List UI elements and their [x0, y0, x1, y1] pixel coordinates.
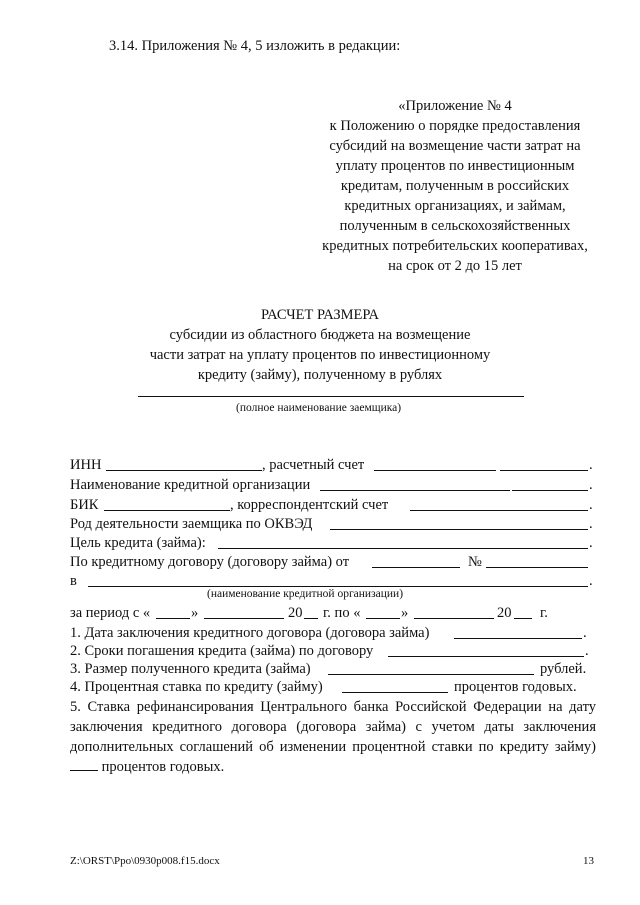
period-from-label: за период с « [70, 605, 151, 621]
item-credit-amount-field[interactable] [328, 674, 534, 675]
item-interest-rate-label: 4. Процентная ставка по кредиту (займу) [70, 679, 323, 695]
punctuation: . [589, 477, 593, 493]
appendix-note [300, 96, 610, 276]
borrower-caption: (полное наименование заемщика) [236, 402, 402, 414]
account-field[interactable] [374, 470, 496, 471]
item-repayment-field[interactable] [388, 656, 584, 657]
contract-date-field[interactable] [372, 567, 460, 568]
okved-label: Род деятельности заемщика по ОКВЭД [70, 516, 313, 532]
period-from-day-field[interactable] [156, 618, 190, 619]
account-label: , расчетный счет [262, 457, 365, 473]
item-contract-date-field[interactable] [454, 638, 582, 639]
quote-close: » [191, 605, 199, 621]
inn-field[interactable] [106, 470, 262, 471]
appendix-line: на срок от 2 до 15 лет [388, 258, 522, 274]
purpose-label: Цель кредита (займа): [70, 535, 206, 551]
appendix-line: кредитных организациях, и займам, [344, 198, 566, 214]
appendix-line: субсидий на возмещение части затрат на [329, 138, 581, 154]
appendix-line: уплату процентов по инвестиционным [335, 158, 575, 174]
item-refinancing-field[interactable] [70, 758, 98, 771]
period-from-year-field[interactable] [304, 618, 318, 619]
org-name-field[interactable] [320, 490, 510, 491]
quote-close: » [401, 605, 409, 621]
punctuation: . [583, 625, 587, 641]
org-name-field-extra[interactable] [512, 490, 588, 491]
punctuation: . [589, 573, 593, 589]
period-to-month-field[interactable] [414, 618, 494, 619]
purpose-field[interactable] [218, 548, 588, 549]
appendix-line: кредитам, полученным в российских [340, 178, 570, 194]
bik-label: БИК [70, 497, 99, 513]
title-line: кредиту (займу), полученному в рублях [197, 367, 443, 383]
page-number: 13 [583, 855, 594, 867]
year-prefix: 20 [288, 605, 303, 621]
corr-account-label: , корреспондентский счет [230, 497, 389, 513]
section-heading: 3.14. Приложения № 4, 5 изложить в редакции: [109, 38, 401, 54]
punctuation: . [585, 643, 589, 659]
title-line: части затрат на уплату процентов по инвестиционному [149, 347, 491, 363]
bank-caption: (наименование кредитной организации) [207, 588, 404, 600]
item-repayment-label: 2. Сроки погашения кредита (займа) по договору [70, 643, 374, 659]
contract-number-field[interactable] [486, 567, 588, 568]
appendix-line: кредитных потребительских кооперативах, [322, 238, 588, 254]
appendix-line: полученным в сельскохозяйственных [339, 218, 571, 234]
title-heading: РАСЧЕТ РАЗМЕРА [260, 307, 380, 323]
period-to-label: г. по « [323, 605, 361, 621]
item-interest-rate-unit: процентов годовых. [454, 679, 577, 695]
bik-field[interactable] [104, 510, 230, 511]
item-refinancing-paragraph [70, 697, 596, 777]
okved-field[interactable] [330, 529, 588, 530]
punctuation: . [589, 497, 593, 513]
period-to-year-field[interactable] [514, 618, 532, 619]
punctuation: . [589, 457, 593, 473]
account-field-extra[interactable] [500, 470, 588, 471]
punctuation: . [589, 535, 593, 551]
corr-account-field[interactable] [410, 510, 588, 511]
item-credit-amount-label: 3. Размер полученного кредита (займа) [70, 661, 311, 677]
appendix-line: к Положению о порядке предоставления [329, 118, 581, 134]
org-name-label: Наименование кредитной организации [70, 477, 311, 493]
bank-name-field[interactable] [88, 586, 588, 587]
in-label: в [70, 573, 77, 589]
title-line: субсидии из областного бюджета на возмещение [169, 327, 471, 343]
document-title [120, 305, 520, 385]
contract-label: По кредитному договору (договору займа) от [70, 554, 350, 570]
item-interest-rate-field[interactable] [342, 692, 448, 693]
number-sign: № [468, 554, 482, 570]
borrower-name-line[interactable] [138, 396, 524, 397]
period-from-month-field[interactable] [204, 618, 284, 619]
punctuation: . [589, 516, 593, 532]
item-credit-amount-unit: рублей. [540, 661, 587, 677]
item-refinancing-unit: процентов годовых. [101, 759, 225, 775]
year-prefix: 20 [497, 605, 512, 621]
year-suffix: г. [540, 605, 548, 621]
appendix-line: «Приложение № 4 [398, 98, 512, 114]
item-refinancing-text: 5. Ставка рефинансирования Центрального банка Российской Федерации на дату заключения кредитного договора (договора займа) с учетом даты заключения дополнительных соглашений об изменении процентной ставки по кредиту займу) [70, 699, 596, 755]
file-path: Z:\ORST\Ppo\0930p008.f15.docx [70, 855, 220, 867]
period-to-day-field[interactable] [366, 618, 400, 619]
inn-label: ИНН [70, 457, 102, 473]
item-contract-date-label: 1. Дата заключения кредитного договора (договора займа) [70, 625, 430, 641]
